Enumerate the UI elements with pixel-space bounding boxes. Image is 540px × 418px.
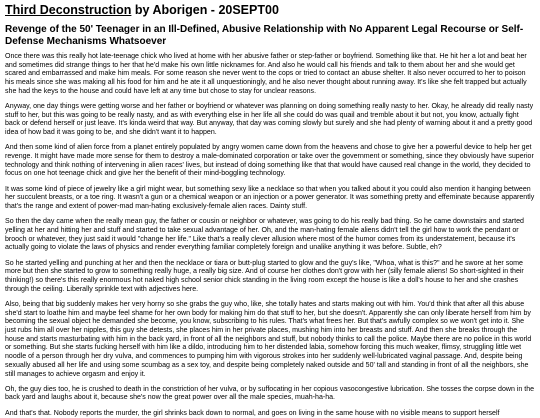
story-paragraph: So then the day came when the really mean guy, the father or cousin or neighbor or whatever, was going to do his really bad thing. So he came downstairs and started yelling at her and hitting her and stuff and started to take sexual advantage of her. Oh, and the man-hating female aliens didn't tell the girl how to work the pendant or brooch or whatever, they just said it would "change her life." Like that's a really clever allusion where most of the humor comes from its understatement, because it's actually going to violate the laws of physics and render everything familiar completely foreign and unalike anything it was before. Subtle, eh? (5, 218, 524, 252)
story-body (5, 53, 535, 418)
story-paragraph: It was some kind of piece of jewelry like a girl might wear, but something sexy like a necklace so that when you talked about it you could also mention it hanging between her succulent breasts, or a toe ring. It wasn't a gun or a chemical weapon or an injection or a power generator. It was something pretty and effeminate because apparently that's the range and extent of power-mad man-hating exclusively-female alien races. Dainty stuff. (5, 185, 535, 211)
story-paragraph: And that's that. Nobody reports the murder, the girl shrinks back down to normal, and goes on living in the same house with no visible means to support herself (5, 409, 500, 417)
story-paragraph: Also, being that big suddenly makes her very horny so she grabs the guy who, like, she totally hates and starts making out with him. You'd think that after all this abuse she'd start to loathe him and maybe feel shame for her own body for making him do that stuff to her, but she doesn't. Apparently she can only liberate herself from him by becoming the sexual object he demanded she become, you know, subscribing to his rules. That's what frees her. But that's awfully complex so we won't get into it. She just rubs him all over her nipples, this guy she detests, she places him in her private places, mushing him into her breasts and stuff. And then she breaks through the house and starts masturbating with him in the back yard, in front of all the neighbors and stuff, but nobody thinks to call the police. Maybe there are no police in this world or something. But she starts fucking herself with him like a dildo, introducing him to her distended labia, somehow forcing this much weaker, flimsy, struggling little wet noodle of a person through her dry vulva, and commences to pumping him with vigorous strokes into her suddenly well-lubricated vaginal passage. And, despite being sexually abused all her life and using some scumbag as a sex toy, and despite being completely naked outside and 50' tall and standing in front of all the neighbors, she still manages to achieve orgasm and enjoy it. (5, 300, 532, 378)
article-header (5, 3, 535, 18)
story-paragraph: So he started yelling and punching at her and then the necklace or tiara or butt-plug started to glow and the guy's like, "Whoa, what is this?" and he swore at her some more but then she started to grow to something really huge, a really big size. And of course her clothes don't grow with her (silly female aliens! So short-sighted in their thinking!) so there's this really enormous hot naked high school senior chick standing in the living room except the house is like a doll's house to her and she crashes through the ceiling. Liberally sprinkle text with adjectives here. (5, 259, 524, 293)
story-paragraph: And then some kind of alien force from a planet entirely populated by angry women came down from the heavens and chose to give her a powerful device to help her get revenge. It might have made more sense for them to destroy a male-dominated corporation or take over the government or something, since they obviously have superior technology and think nothing of intervening in alien races' lives, but instead of doing something like that that would have caused real change in the world, they decided to focus on one hot teenage chick and give her the benefit of their mind-boggling technology. (5, 144, 534, 178)
story-title-link[interactable]: Third Deconstruction (5, 3, 132, 17)
story-paragraph: Anyway, one day things were getting worse and her father or boyfriend or whatever was planning on doing something really nasty to her. Okay, he already did really nasty stuff to her, but this was going to be really nasty, and as with everything else in her life all she could do was quail and tremble about it but not, you know, actually fight back or defend herself or just leave. It's kinda weird that way. But anyway, that day was coming slowly but surely and she had plenty of warning about it and a pretty good idea of how bad it was going to be, and she didn't want it to happen. (5, 103, 534, 137)
story-paragraph: Oh, the guy dies too, he is crushed to death in the constriction of her vulva, or by suffocating in her copious vasocongestive lubrication. She tosses the corpse down in the back yard and laughs about it, because she's now the great power over all the male species, muah-ha-ha. (5, 385, 535, 402)
byline: by Aborigen - 20SEPT00 (131, 3, 279, 17)
story-subtitle: Revenge of the 50' Teenager in an Ill-Defined, Abusive Relationship with No Apparent Legal Recourse or Self-Defense Mechanisms Whatsoever (5, 24, 524, 47)
story-paragraph: Once there was this really hot late-teenage chick who lived at home with her abusive father or step-father or boyfriend. Something like that. He hit her a lot and beat her and sometimes did strange things to her that he'd make his own little nicknames for. And also he would call his friends and talk to them about her and she would get scared and embarrassed and make him meals. For some reason she never went to the cops or tried to contact an abuse shelter. It also never occurred to her to poison his meals since she was making all his food for him and he ate it all unquestioningly, and he also never thought about running away. It's like she felt trapped but actually she had the keys to the house and could have left at any time but chose to stay for unclear reasons. (5, 53, 527, 95)
